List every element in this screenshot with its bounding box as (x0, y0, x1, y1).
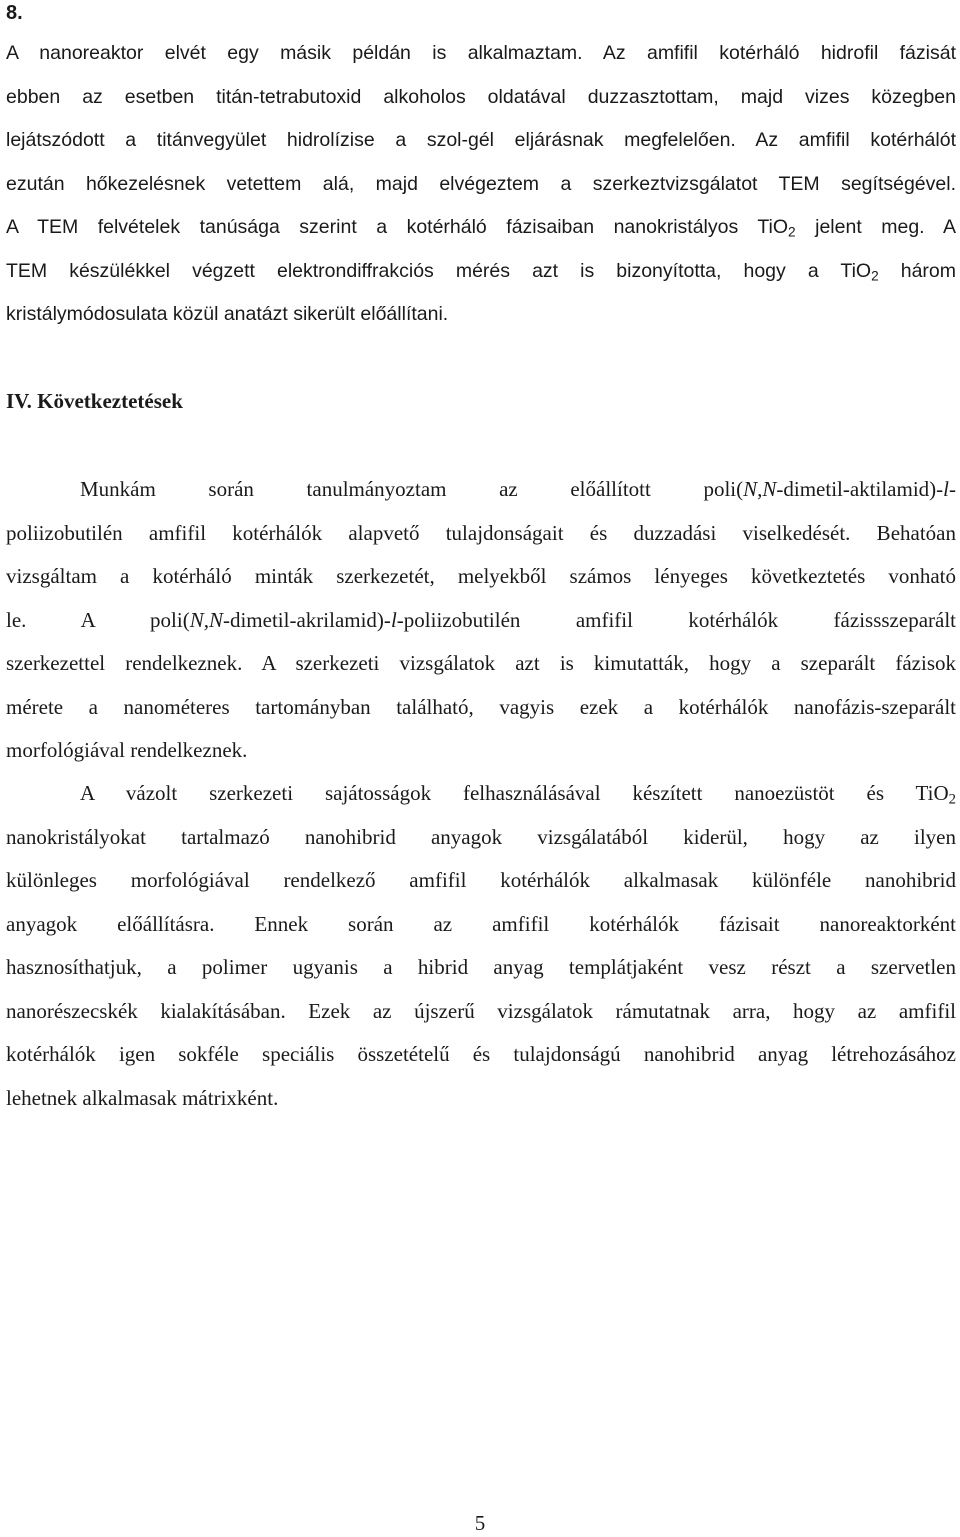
text-line: kotérhálók igen sokféle speciális összetételű és tulajdonságú nanohibrid anyag létrehozásához (6, 1042, 956, 1066)
text-line: kristálymódosulata közül anatázt sikerült előállítani. (6, 303, 449, 325)
text-line: lejátszódott a titánvegyület hidrolízise a szol-gél eljárásnak megfelelően. Az amfifil kotérhálót (6, 129, 956, 151)
text-line: A vázolt szerkezeti sajátosságok felhasználásával készített nanoezüstöt és TiO$_2$ (80, 781, 956, 808)
text-line: anyagok előállításra. Ennek során az amfifil kotérhálók fázisait nanoreaktorként (6, 911, 956, 936)
text-line: lehetnek alkalmasak mátrixként. (6, 1085, 279, 1110)
paragraph-nanohybrid (6, 772, 956, 1120)
text-line: hasznosíthatjuk, a polimer ugyanis a hibrid anyag templátjaként vesz részt a szervetlen (6, 955, 956, 979)
page-number: 5 (474, 1511, 486, 1535)
text-line: mérete a nanométeres tartományban található, vagyis ezek a kotérhálók nanofázis-szeparált (6, 694, 956, 719)
paragraph-conclusions (6, 468, 956, 773)
text-line: nanorészecskék kialakításában. Ezek az újszerű vizsgálatok rámutatnak arra, hogy az amfifil (6, 998, 956, 1023)
text-line: A nanoreaktor elvét egy másik példán is alkalmaztam. Az amfifil kotérháló hidrofil fázisát (6, 42, 956, 64)
text-line: különleges morfológiával rendelkező amfifil kotérhálók alkalmasak különféle nanohibrid (6, 868, 956, 892)
text-line: nanokristályokat tartalmazó nanohibrid anyagok vizsgálatából kiderül, hogy az ilyen (6, 824, 956, 849)
text-line: szerkezettel rendelkeznek. A szerkezeti vizsgálatok azt is kimutatták, hogy a szeparált fázisok (6, 651, 956, 675)
text-line: le. A poli(N,N-dimetil-akrilamid)-l-poliizobutilén amfifil kotérhálók fázissszeparált (6, 607, 956, 632)
text-line: poliizobutilén amfifil kotérhálók alapvető tulajdonságait és duzzadási viselkedését. Behatóan (6, 520, 956, 545)
text-line: ezután hőkezelésnek vetettem alá, majd elvégeztem a szerkeztvizsgálatot TEM segítségével. (6, 172, 956, 195)
text-line: Munkám során tanulmányoztam az előállított poli(N,N-dimetil-aktilamid)-l- (80, 477, 956, 501)
section-heading: IV. Következtetések (6, 389, 183, 413)
text-line: ebben az esetben titán-tetrabutoxid alkoholos oldatával duzzasztottam, majd vizes közegben (6, 85, 956, 108)
section-number: 8. (6, 2, 23, 24)
text-line: vizsgáltam a kotérháló minták szerkezetét, melyekből számos lényeges következtetés vonható (6, 564, 956, 588)
text-line: A TEM felvételek tanúsága szerint a kotérháló fázisaiban nanokristályos TiO$_2$ jelent meg. A (6, 216, 957, 240)
text-line: TEM készülékkel végzett elektrondiffrakciós mérés azt is bizonyította, hogy a TiO$_2$ három (6, 259, 956, 283)
paragraph-nanoreactor (6, 32, 956, 337)
text-line: morfológiával rendelkeznek. (6, 738, 248, 762)
